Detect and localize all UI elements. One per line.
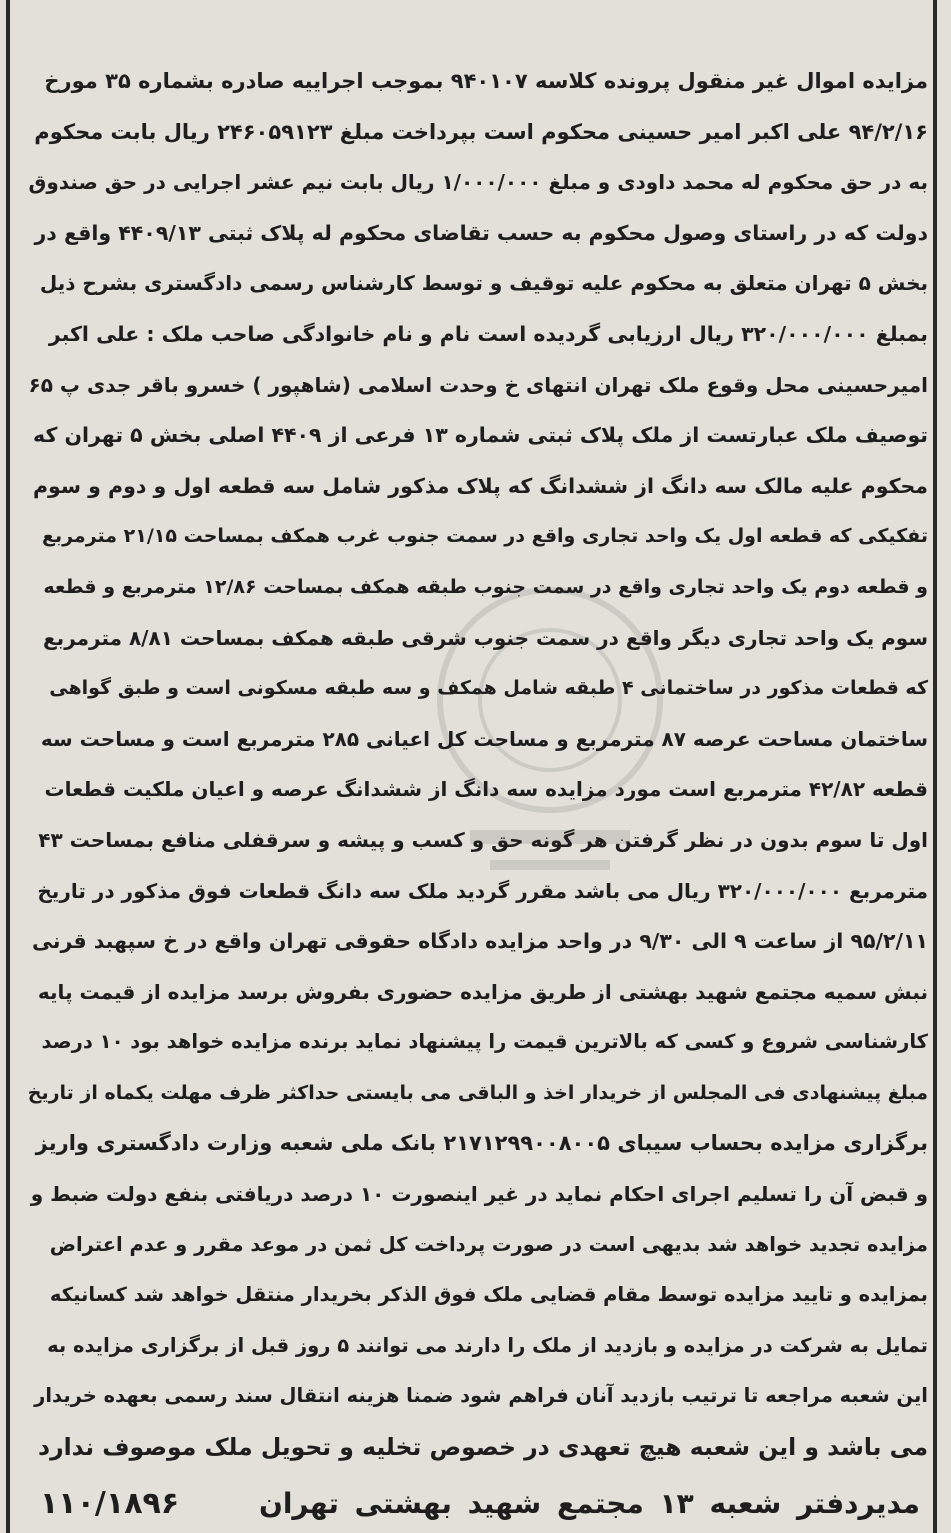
notice-line: که قطعات مذکور در ساختمانی ۴ طبقه شامل همکف و سه طبقه مسکونی است و طبق گواهی [49, 677, 928, 700]
notice-line: مزایده تجدید خواهد شد بدیهی است در صورت پرداخت کل ثمن در موعد مقرر و عدم اعتراض [49, 1232, 928, 1256]
notice-line: بخش ۵ تهران متعلق به محکوم علیه توقیف و توسط کارشناس رسمی دادگستری بشرح ذیل [39, 271, 928, 296]
notice-line: ۹۵/۲/۱۱ از ساعت ۹ الی ۹/۳۰ در واحد مزایده دادگاه حقوقی تهران واقع در خ سپهبد قرنی [32, 929, 928, 954]
notice-line: بمزایده و تایید مزایده توسط مقام قضایی ملک فوق الذکر بخریدار منتقل خواهد شد کسانیکه [49, 1283, 928, 1307]
notice-line: دولت که در راستای وصول محکوم به حسب تقاضای محکوم له پلاک ثبتی ۴۴۰۹/۱۳ واقع در [34, 220, 928, 245]
notice-line: تفکیکی که قطعه اول یک واحد تجاری واقع در سمت جنوب غرب همکف بمساحت ۲۱/۱۵ مترمربع [42, 525, 928, 548]
notice-footer [40, 1480, 920, 1528]
notice-code: ۱۱۰/۱۸۹۶ [40, 1486, 180, 1521]
notice-line: قطعه ۴۲/۸۲ مترمربع است مورد مزایده سه دانگ از ششدانگ عرصه و اعیان ملکیت قطعات [44, 777, 928, 802]
notice-line: مبلغ پیشنهادی فی المجلس از خریدار اخذ و الباقی می بایستی حداکثر ظرف مهلت یکماه از تاریخ [27, 1081, 928, 1104]
notice-line: سوم یک واحد تجاری دیگر واقع در سمت جنوب شرقی طبقه همکف بمساحت ۸/۸۱ مترمربع [43, 625, 928, 650]
notice-line: اول تا سوم بدون در نظر گرفتن هر گونه حق و کسب و پیشه و سرقفلی منافع بمساحت ۴۳ [38, 827, 928, 852]
notice-line: توصیف ملک عبارتست از ملک پلاک ثبتی شماره ۱۳ فرعی از ۴۴۰۹ اصلی بخش ۵ تهران که [33, 423, 928, 448]
notice-line: این شعبه مراجعه تا ترتیب بازدید آنان فراهم شود ضمنا هزینه انتقال سند رسمی بعهده خریدار [34, 1384, 928, 1408]
notice-line: تمایل به شرکت در مزایده و بازدید از ملک را دارند می توانند ۵ روز قبل از برگزاری مزایده به [47, 1333, 928, 1357]
notice-line: کارشناسی شروع و کسی که بالاترین قیمت را پیشنهاد نماید برنده مزایده خواهد بود ۱۰ درصد [41, 1030, 928, 1054]
notice-line: امیرحسینی محل وقوع ملک تهران انتهای خ وحدت اسلامی (شاهپور ) خسرو باقر جدی پ ۶۵ [28, 372, 928, 397]
notice-line: بمبلغ ۳۲۰/۰۰۰/۰۰۰ ریال ارزیابی گردیده است نام و نام خانوادگی صاحب ملک : علی اکبر [48, 321, 928, 346]
notice-line: ساختمان مساحت عرصه ۸۷ مترمربع و مساحت کل اعیانی ۲۸۵ مترمربع است و مساحت سه [40, 726, 928, 751]
notice-line: محکوم علیه مالک سه دانگ از ششدانگ که پلاک مذکور شامل سه قطعه اول و دوم و سوم [33, 473, 928, 498]
notice-line: ۹۴/۲/۱۶ علی اکبر امیر حسینی محکوم است بپرداخت مبلغ ۲۴۶۰۵۹۱۲۳ ریال بابت محکوم [34, 119, 928, 144]
signatory-office: مدیردفتر شعبه ۱۳ مجتمع شهید بهشتی تهران [258, 1487, 920, 1520]
auction-notice-text [28, 56, 928, 1473]
notice-line: مترمربع ۳۲۰/۰۰۰/۰۰۰ ریال می باشد مقرر گردید ملک سه دانگ قطعات فوق مذکور در تاریخ [37, 878, 928, 903]
notice-line: می باشد و این شعبه هیچ تعهدی در خصوص تخلیه و تحویل ملک موصوف ندارد [38, 1433, 928, 1462]
notice-line: برگزاری مزایده بحساب سیبای ۲۱۷۱۲۹۹۰۰۸۰۰۵ بانک ملی شعبه وزارت دادگستری واریز [35, 1131, 928, 1156]
notice-line: نبش سمیه مجتمع شهید بهشتی از طریق مزایده حضوری بفروش برسد مزایده از قیمت پایه [37, 979, 928, 1004]
notice-line: به در حق محکوم له محمد داودی و مبلغ ۱/۰۰۰/۰۰۰ ریال بابت نیم عشر اجرایی در حق صندوق [28, 170, 928, 195]
notice-line: مزایده اموال غیر منقول پرونده کلاسه ۹۴۰۱۰۷ بموجب اجراییه صادره بشماره ۳۵ مورخ [44, 69, 928, 93]
notice-line: و قطعه دوم یک واحد تجاری واقع در سمت جنوب طبقه همکف بمساحت ۱۲/۸۶ مترمربع و قطعه [43, 575, 928, 598]
notice-line: و قبض آن را تسلیم اجرای احکام نماید در غیر اینصورت ۱۰ درصد دریافتی بنفع دولت ضبط و [30, 1182, 928, 1207]
